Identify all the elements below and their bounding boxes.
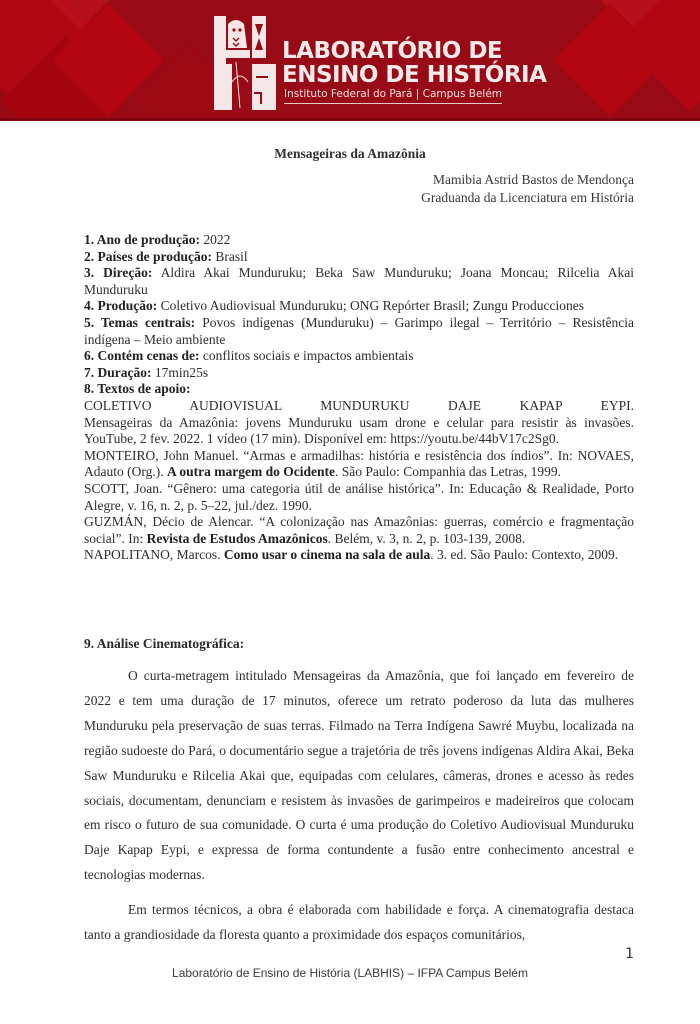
analysis-paragraph: Em termos técnicos, a obra é elaborada com habilidade e força. A cinematografia destaca tanto a grandiosidade da floresta quanto a proximidade dos espaços comunitários, <box>84 902 634 943</box>
info-label: 7. Duração: <box>84 364 152 380</box>
logo-title-line1: LABORATÓRIO DE <box>282 38 503 64</box>
reference-item <box>84 481 634 514</box>
reference-text: NAPOLITANO, Marcos. <box>84 547 224 563</box>
reference-item <box>84 514 634 547</box>
info-label: 4. Produção: <box>84 298 158 314</box>
reference-title: Revista de Estudos Amazônicos <box>146 530 328 546</box>
info-item <box>84 348 634 365</box>
reference-text: Mensageiras da Amazônia: jovens Munduruku usam drone e celular para resistir às invasões. YouTube, 2 fev. 2022. 1 vídeo (17 min). Disponível em: https://youtu.be/44bV17c2Sg0. <box>84 414 634 447</box>
info-label: 8. Textos de apoio: <box>84 381 191 397</box>
analysis-paragraph: O curta-metragem intitulado Mensageiras da Amazônia, que foi lançado em fevereiro de 2022 e tem uma duração de 17 minutos, oferece um retrato poderoso da luta das mulheres Munduruku pela preservação de suas terras. Filmado na Terra Indígena Sawré Muybu, localizada na região sudoeste do Pará, o documentário segue a trajetória de três jovens indígenas Aldira Akai, Beka Saw Munduruku e Rilcelia Akai que, equipadas com celulares, câmeras, drones e acesso às redes sociais, documentam, denunciam e resistem às invasões de garimpeiros e madeireiros que colocam em risco o futuro de sua comunidade. O curta é uma produção do Coletivo Audiovisual Munduruku Daje Kapap Eypi, e expressa de forma contundente a fusão entre conhecimento ancestral e tecnologias modernas. <box>84 668 634 883</box>
reference-title: A outra margem do Ocidente <box>166 464 335 480</box>
author-role: Graduanda da Licenciatura em História <box>421 190 634 205</box>
info-label: 6. Contém cenas de: <box>84 348 200 364</box>
reference-item <box>84 448 634 481</box>
reference-text: MONTEIRO, John Manuel. “Armas e armadilhas: história e resistência dos índios”. In: NOVAES, Adauto (Org.). <box>84 447 634 480</box>
header-banner <box>0 0 700 121</box>
banner-edge <box>0 118 700 121</box>
info-value: Aldira Akai Munduruku; Beka Saw Munduruku; Joana Moncau; Rilcelia Akai Munduruku <box>84 265 634 297</box>
logo-subtitle: Instituto Federal do Pará | Campus Belém <box>284 88 502 104</box>
reference-first-line: COLETIVO AUDIOVISUAL MUNDURUKU DAJE KAPAP EYPI. <box>84 397 634 413</box>
labhis-logo-icon <box>214 16 276 110</box>
reference-text: . 3. ed. São Paulo: Contexto, 2009. <box>430 547 619 563</box>
reference-text: . Belém, v. 3, n. 2, p. 103-139, 2008. <box>327 530 526 546</box>
info-value: conflitos sociais e impactos ambientais <box>199 348 414 364</box>
info-label: 2. Países de produção: <box>84 248 213 264</box>
reference-title: Como usar o cinema na sala de aula <box>223 547 431 563</box>
reference-item <box>84 415 634 448</box>
reference-item <box>84 547 634 564</box>
info-item <box>84 249 634 266</box>
reference-text: GUZMÁN, Décio de Alencar. “A colonização nas Amazônias: guerras, comércio e fragmentação social”. In: <box>84 514 634 546</box>
analysis-body <box>84 664 634 948</box>
reference-text: SCOTT, Joan. “Gênero: uma categoria útil de análise histórica”. In: Educação & Realidade, Porto Alegre, v. 16, n. 2, p. 5–22, jul./dez. 1990. <box>84 480 634 513</box>
info-item <box>84 298 634 315</box>
info-value: Povos indígenas (Munduruku) – Garimpo ilegal – Território – Resistência indígena – Meio ambiente <box>84 314 634 347</box>
info-value: 17min25s <box>151 364 209 380</box>
page-footer: Laboratório de Ensino de História (LABHIS) – IFPA Campus Belém <box>172 966 528 980</box>
info-item <box>84 232 634 249</box>
info-item <box>84 315 634 348</box>
info-value: Brasil <box>212 248 248 264</box>
section-heading: 9. Análise Cinematográfica: <box>84 636 245 651</box>
page-number: 1 <box>625 946 634 962</box>
info-value: 2022 <box>200 232 231 247</box>
info-label: 1. Ano de produção: <box>84 232 201 247</box>
author-block <box>421 171 634 207</box>
info-item <box>84 365 634 382</box>
info-item <box>84 381 634 398</box>
document-title: Mensageiras da Amazônia <box>274 146 426 161</box>
reference-text: . São Paulo: Companhia das Letras, 1999. <box>334 464 562 480</box>
info-label: 5. Temas centrais: <box>84 314 196 330</box>
info-item <box>84 265 634 298</box>
film-info-list <box>84 232 634 564</box>
info-label: 3. Direção: <box>84 265 153 281</box>
author-name: Mamibia Astrid Bastos de Mendonça <box>433 172 634 187</box>
info-value: Coletivo Audiovisual Munduruku; ONG Repórter Brasil; Zungu Producciones <box>157 298 584 314</box>
logo-title-line2: ENSINO DE HISTÓRIA <box>282 62 547 88</box>
